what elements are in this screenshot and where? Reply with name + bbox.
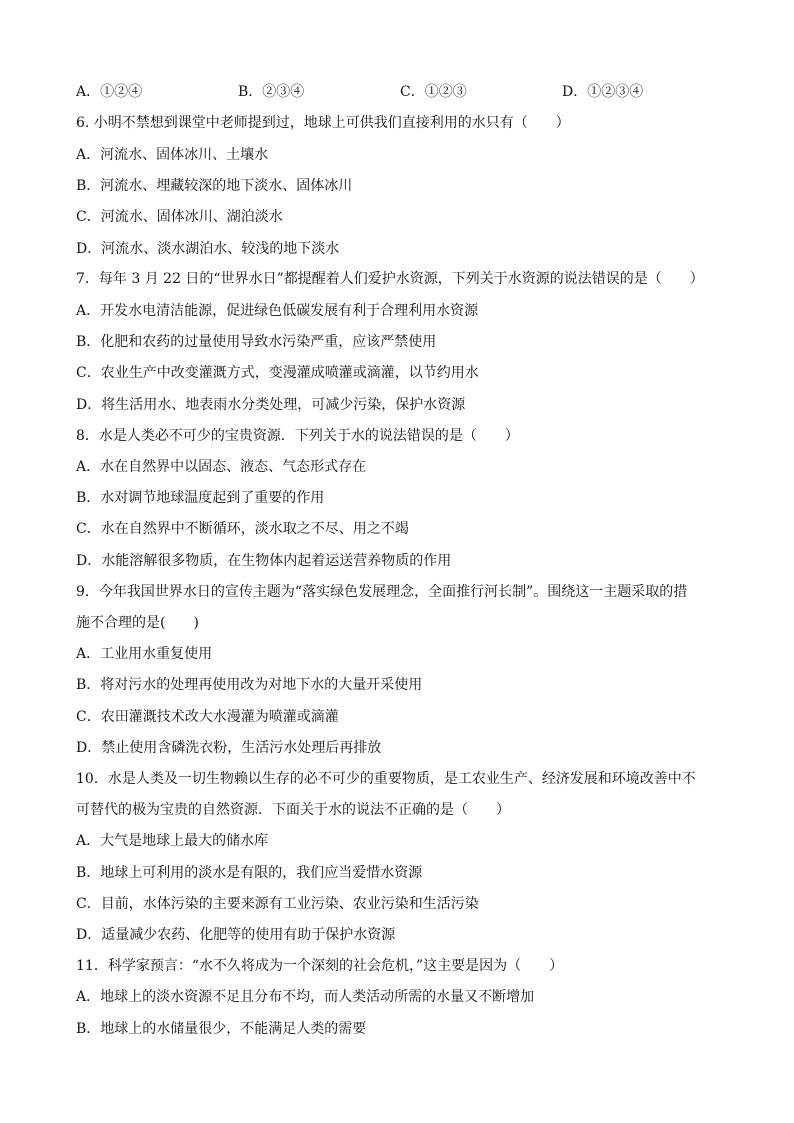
- question-6-option-d: D．河流水、淡水湖泊水、较浅的地下淡水: [76, 241, 340, 257]
- question-8-option-b: B．水对调节地球温度起到了重要的作用: [76, 490, 325, 506]
- question-9-option-d: D．禁止使用含磷洗衣粉，生活污水处理后再排放: [76, 740, 382, 756]
- question-11-option-a: A．地球上的淡水资源不足且分布不均，而人类活动所需的水量又不断增加: [76, 989, 535, 1005]
- question-7-stem: 7．每年 3 月 22 日的“世界水日”都提醒着人们爱护水资源，下列关于水资源的说法错误的是（ ）: [76, 271, 704, 287]
- question-10-option-d: D．适量减少农药、化肥等的使用有助于保护水资源: [76, 927, 396, 943]
- question-7-option-b: B．化肥和农药的过量使用导致水污染严重，应该严禁使用: [76, 334, 437, 350]
- option-d: D．①②③④: [562, 84, 644, 100]
- question-11-option-b: B．地球上的水储量很少，不能满足人类的需要: [76, 1021, 367, 1037]
- question-7-option-a: A．开发水电清洁能源，促进绿色低碳发展有利于合理利用水资源: [76, 303, 479, 319]
- question-11-stem: 11．科学家预言：“水不久将成为一个深刻的社会危机，”这主要是因为（ ）: [76, 958, 564, 974]
- question-10-stem-line-2: 可替代的极为宝贵的自然资源．下面关于水的说法不正确的是（ ）: [76, 802, 510, 818]
- question-8-stem: 8．水是人类必不可少的宝贵资源．下列关于水的说法错误的是（ ）: [76, 428, 519, 444]
- question-7-option-d: D．将生活用水、地表雨水分类处理，可减少污染，保护水资源: [76, 397, 466, 413]
- option-a: A．①②④: [76, 84, 143, 100]
- question-9-option-a: A．工业用水重复使用: [76, 646, 213, 662]
- question-6-option-a: A．河流水、固体冰川、土壤水: [76, 147, 269, 163]
- prev-question-options: [76, 83, 724, 101]
- question-7-option-c: C．农业生产中改变灌溉方式，变漫灌成喷灌或滴灌，以节约用水: [76, 365, 479, 381]
- question-6-option-c: C．河流水、固体冰川、湖泊淡水: [76, 209, 283, 225]
- question-9-stem-line-2: 施不合理的是( ): [76, 615, 199, 631]
- question-10-option-c: C．目前，水体污染的主要来源有工业污染、农业污染和生活污染: [76, 896, 479, 912]
- question-10-option-b: B．地球上可利用的淡水是有限的，我们应当爱惜水资源: [76, 865, 423, 881]
- question-6-stem: 6. 小明不禁想到课堂中老师提到过，地球上可供我们直接利用的水只有（ ）: [76, 115, 570, 131]
- option-c: C．①②③: [400, 84, 467, 100]
- question-8-option-c: C．水在自然界中不断循环，淡水取之不尽、用之不竭: [76, 521, 409, 537]
- question-10-stem-line-1: 10．水是人类及一切生物赖以生存的必不可少的重要物质，是工农业生产、经济发展和环境改善中不: [76, 771, 696, 787]
- question-10-option-a: A．大气是地球上最大的储水库: [76, 833, 269, 849]
- question-8-option-a: A．水在自然界中以固态、液态、气态形式存在: [76, 459, 367, 475]
- question-9-option-b: B．将对污水的处理再使用改为对地下水的大量开采使用: [76, 677, 423, 693]
- option-b: B．②③④: [238, 84, 305, 100]
- question-9-stem-line-1: 9．今年我国世界水日的宣传主题为“落实绿色发展理念，全面推行河长制”。围绕这一主题采取的措: [76, 584, 688, 600]
- question-9-option-c: C．农田灌溉技术改大水漫灌为喷灌或滴灌: [76, 709, 339, 725]
- question-8-option-d: D．水能溶解很多物质，在生物体内起着运送营养物质的作用: [76, 553, 452, 569]
- question-6-option-b: B．河流水、埋藏较深的地下淡水、固体冰川: [76, 178, 353, 194]
